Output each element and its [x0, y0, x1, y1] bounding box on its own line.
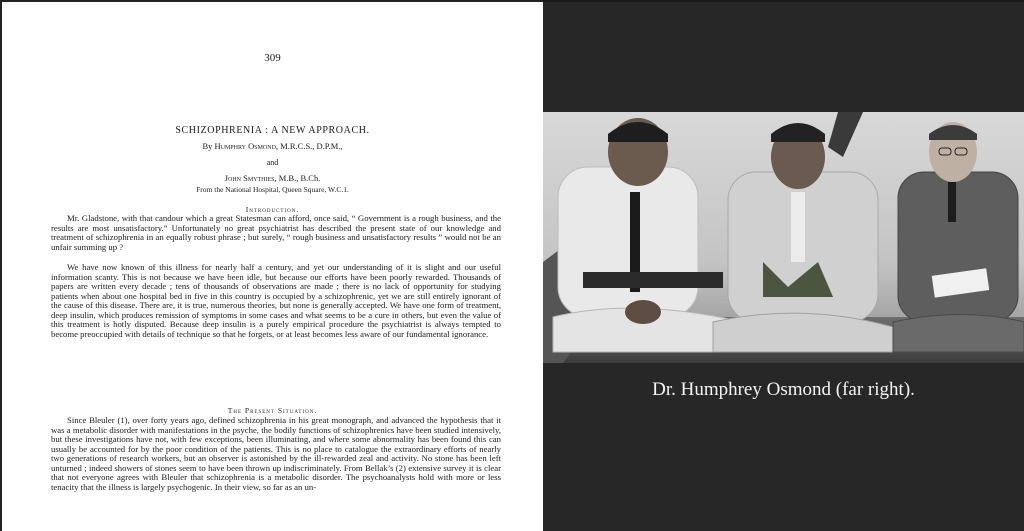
slide-panel [543, 0, 1024, 531]
and-separator: and [266, 158, 279, 167]
article-title: SCHIZOPHRENIA : A NEW APPROACH. [175, 125, 370, 136]
intro-paragraph-2 [51, 263, 501, 339]
byline-prefix: By [202, 141, 213, 151]
present-situation-heading: The Present Situation. [227, 406, 318, 415]
intro-para1-text: Mr. Gladstone, with that candour which a great Statesman can afford, once said, “ Government is a rough business, and the results are most unsatisfactory.” Unfortunately no great psychiatrist has described the present state of our knowledge and treatment of schizophrenia in an equally robust phrase ; but surely, “ rough business and unsatisfactory results ” would not be an unfair summing up ? [51, 213, 501, 252]
author1-quals: M.R.C.S., D.P.M., [280, 141, 343, 151]
intro-paragraph-1 [51, 214, 501, 252]
author2 [2, 173, 543, 183]
page-number: 309 [264, 52, 281, 64]
author1-name: Humphry Osmond, [214, 141, 279, 151]
photo-illustration [543, 112, 1024, 363]
byline [2, 141, 543, 151]
situation-para-text: Since Bleuler (1), over forty years ago, defined schizophrenia in his great monograph, and advanced the hypothesis that it was a metabolic disorder with manifestations in the psyche, the bodily functions of schizophrenics have been studied intensively, but these investigations have not, with few exceptions, been illuminating, and where some abnormality has been found this can usually be accounted for by the poor condition of the patients. This is no place to catalogue the extraordinary efforts of nearly two generations of research workers, but an observer is astonished by the ill-rewarded zeal and activity. No stone has been left unturned ; indeed showers of stones seem to have been thrown up indiscriminately. From Bellak’s (2) extensive survey it is clear that not everyone agrees with Bleuler that schizophrenia is a metabolic disorder. The psychoanalysts hold with more or less tenacity that the illness is largely psychogenic. In their view, so far as an un- [51, 415, 501, 492]
author2-name: John Smythies, [224, 173, 277, 183]
author2-quals: M.B., B.Ch. [278, 173, 321, 183]
intro-para2-text: We have now known of this illness for nearly half a century, and yet our understanding of it is slight and our useful information scanty. This is not because we have been idle, but because our efforts have been poorly rewarded. Thousands of papers are written every decade ; tens of thousands of observations are made ; there is no lack of opportunity for studying patients when about one hospital bed in five in this country is occupied by a schizophrenic, yet we are still entirely ignorant of the cause of this disease. There are, it is true, numerous theories, but none is generally accepted. We have one form of treatment, deep insulin, which produces remission of symptoms in some cases and what seems to be a cure in others, but even the value of this treatment is hotly disputed. Because deep insulin is a purely empirical procedure the psychiatrist is always tempted to become preoccupied with details of technique so that he forgets, or at least becomes less aware of our fundamental ignorance. [51, 262, 501, 339]
photo-caption: Dr. Humphrey Osmond (far right). [652, 379, 915, 400]
introduction-heading: Introduction. [245, 205, 300, 214]
historical-photo [543, 112, 1024, 363]
affiliation: From the National Hospital, Queen Square, W.C.1. [196, 185, 349, 194]
situation-paragraph [51, 416, 501, 492]
